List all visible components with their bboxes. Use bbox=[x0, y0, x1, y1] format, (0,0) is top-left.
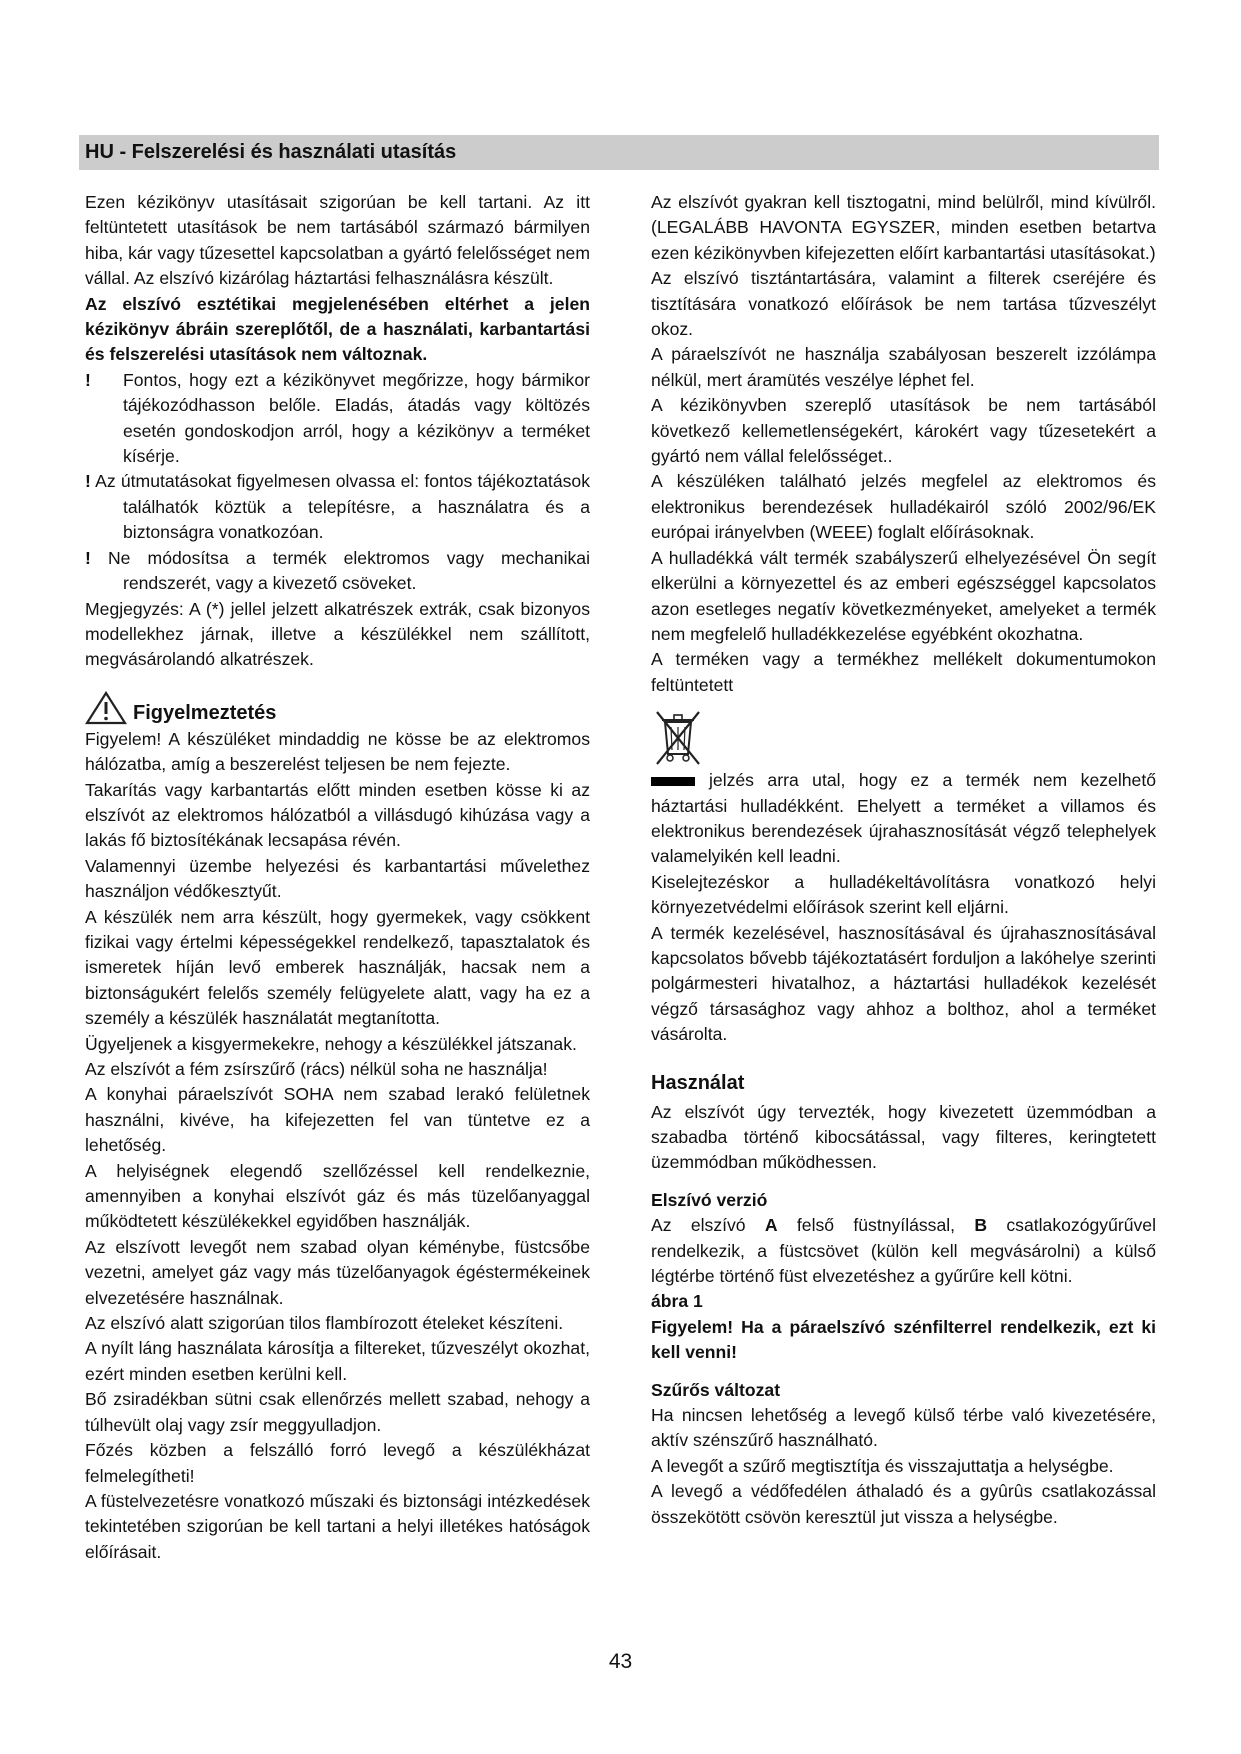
weee-paragraph: A terméken vagy a termékhez mellékelt dokumentumokon feltüntetett bbox=[651, 649, 1156, 695]
extraction-paragraph bbox=[651, 1213, 1156, 1289]
warning-item: A füstelvezetésre vonatkozó műszaki és biztonsági intézkedések tekintetében szigorúan be kell tartani a helyi illetékes hatóságok előírásait. bbox=[85, 1490, 590, 1562]
warning-item: A nyílt láng használata károsítja a filtereket, tűzveszélyt okozhat, ezért minden esetben kerülni kell. bbox=[85, 1338, 590, 1384]
extras-note: Megjegyzés: A (*) jellel jelzett alkatrészek extrák, csak bizonyos modellekhez járnak, illetve a készülékkel nem szállított, megvásárolandó alkatrészek. bbox=[85, 598, 590, 670]
warning-item: Ügyeljenek a kisgyermekekre, nehogy a készülékkel játszanak. bbox=[85, 1033, 577, 1054]
usage-paragraph: Az elszívót úgy tervezték, hogy kivezetett üzemmódban a szabadba történő kibocsátással, vagy filteres, keringtetett üzemmódban működhessen. bbox=[651, 1101, 1156, 1173]
weee-paragraph: A hulladékká vált termék szabályszerű elhelyezésével Ön segít elkerülni a környezettel és az emberi egészséggel kapcsolatos azon esetleges negatív következményeket, amelyeket a termék nem megfelelő hulladékkezelése egyébként okozhatna. bbox=[651, 547, 1156, 644]
warning-title: Figyelmeztetés bbox=[133, 701, 277, 724]
warning-heading bbox=[85, 691, 590, 725]
bold-note: Az elszívó esztétikai megjelenésében eltérhet a jelen kézikönyv ábráin szereplőtől, de a használati, karbantartási és felszerelési utasítások nem változnak. bbox=[85, 293, 590, 365]
left-column bbox=[85, 190, 590, 1565]
warning-item: Az elszívót a fém zsírszűrő (rács) nélkül soha ne használja! bbox=[85, 1059, 548, 1079]
exclamation-mark: ! bbox=[85, 471, 91, 492]
weee-paragraph bbox=[651, 768, 1156, 870]
important-note-3-text: Ne módosítsa a termék elektromos vagy mechanikai rendszerét, vagy a kivezető csöveket. bbox=[107, 547, 590, 594]
filter-paragraph: Ha nincsen lehetőség a levegő külső térbe való kivezetésére, aktív szénszűrő használható. bbox=[651, 1405, 1156, 1451]
section-title: HU - Felszerelési és használati utasítás bbox=[85, 141, 457, 163]
carbon-filter-warning: Figyelem! Ha a páraelszívó szénfilterrel rendelkezik, ezt ki kell venni! bbox=[651, 1316, 1156, 1363]
letter-a: A bbox=[764, 1215, 778, 1236]
weee-paragraph: Kiselejtezéskor a hulladékeltávolításra vonatkozó helyi környezetvédelmi előírások szerint kell eljárni. bbox=[651, 871, 1156, 918]
warning-item: A helyiségnek elegendő szellőzéssel kell rendelkeznie, amennyiben a konyhai elszívót gáz és más tüzelőanyaggal működtetett készülékekkel egyidőben használják. bbox=[85, 1160, 590, 1232]
warning-item: A konyhai páraelszívót SOHA nem szabad lerakó felületnek használni, kivéve, ha kifejezetten fel van tüntetve ez a lehetőség. bbox=[85, 1084, 590, 1156]
warning-item: Az elszívott levegőt nem szabad olyan kéménybe, füstcsőbe vezetni, amelyet gáz vagy más tüzelőanyagok égéstermékeinek elvezetésére használnak. bbox=[85, 1236, 590, 1308]
intro-paragraph: Ezen kézikönyv utasításait szigorúan be kell tartani. Az itt feltüntetett utasítások be nem tartásából származó bármilyen hiba, kár vagy tűzesettel kapcsolatban a gyártó felelősséget nem vállal. Az elszívó kizárólag háztartási felhasználásra készült. bbox=[85, 192, 590, 289]
crossed-bin-icon bbox=[651, 706, 705, 766]
warning-item: Bő zsiradékban sütni csak ellenőrzés mellett szabad, nehogy a túlhevült olaj vagy zsír meggyulladjon. bbox=[85, 1389, 590, 1435]
weee-symbol bbox=[651, 706, 1156, 768]
important-note-1 bbox=[85, 368, 590, 470]
warning-item: Figyelem! A készüléket mindaddig ne kösse be az elektromos hálózatba, amíg a beszerelést teljesen be nem fejezte. bbox=[85, 728, 590, 775]
usage-heading: Használat bbox=[651, 1071, 745, 1094]
important-note-2 bbox=[85, 469, 590, 545]
important-note-2-text: Az útmutatásokat figyelmesen olvassa el: fontos tájékoztatások találhatók köztük a telepítésre, a használatra és a biztonságra vonatkozóan. bbox=[95, 471, 590, 543]
warning-item: Takarítás vagy karbantartás előtt minden esetben kösse ki az elszívót az elektromos hálózatból a villásdugó kihúzása vagy a lakás fő biztosítékának lecsapása révén. bbox=[85, 779, 590, 851]
extraction-text: felső füstnyílással, bbox=[796, 1215, 956, 1236]
weee-paragraph: A termék kezelésével, hasznosításával és újrahasznosításával kapcsolatos bővebb tájékoztatásért forduljon a lakóhelye szerinti polgármesteri hivatalhoz, a háztartási hulladékok kezelését végző társasághoz vagy ahhoz a bolthoz, ahol a terméket vásárolta. bbox=[651, 922, 1156, 1045]
important-note-1-text: Fontos, hogy ezt a kézikönyvet megőrizze, hogy bármikor tájékozódhasson belőle. Eladás, átadás vagy költözés esetén gondoskodjon arról, hogy a kézikönyv a terméket kísérje. bbox=[123, 369, 590, 467]
section-header bbox=[79, 135, 1159, 170]
extraction-text: Az elszívó bbox=[651, 1215, 746, 1236]
extraction-text: csatlakozógyűrűvel rendelkezik, a füstcsövet (külön kell megvásárolni) a külső légtérbe történő füst elvezetéshez a gyűrűre kell kötni. bbox=[651, 1215, 1156, 1287]
filter-paragraph: A levegő a védőfedélen áthaladó és a gyûrûs csatlakozással összekötött csövön keresztül jut vissza a helységbe. bbox=[651, 1481, 1156, 1527]
weee-bar-icon bbox=[651, 777, 695, 786]
exclamation-mark: ! bbox=[85, 369, 91, 390]
weee-paragraph: A készüléken található jelzés megfelel az elektromos és elektronikus berendezések hulladékairól szóló 2002/96/EK európai irányelvben (WEEE) foglalt előírásoknak. bbox=[651, 471, 1156, 543]
important-note-3 bbox=[85, 546, 590, 597]
filter-paragraph: A levegőt a szűrő megtisztítja és visszajuttatja a helységbe. bbox=[651, 1455, 1114, 1476]
filter-heading: Szűrős változat bbox=[651, 1379, 781, 1400]
exclamation-mark: ! bbox=[85, 547, 91, 568]
extraction-heading: Elszívó verzió bbox=[651, 1189, 768, 1210]
warning-item: A készülék nem arra készült, hogy gyermekek, vagy csökkent fizikai vagy értelmi képességekkel rendelkező, tapasztalatok és ismeretek híján levő emberek használják, hacsak nem a biztonságukért felelős személy felügyelete alatt, vagy ha ez a személy a készülék használatát megtanította. bbox=[85, 906, 590, 1029]
weee-bar-text: jelzés arra utal, hogy ez a termék nem kezelhető háztartási hulladékként. Ehelyett a terméket a villamos és elektronikus berendezések újrahasznosítását végző telephelyek valamelyikén kell leadni. bbox=[651, 770, 1156, 867]
warning-triangle-icon bbox=[85, 691, 127, 725]
maintenance-paragraph: Az elszívó tisztántartására, valamint a filterek cseréjére és tisztítására vonatkozó előírások be nem tartása tűzveszélyt okoz. bbox=[651, 268, 1156, 340]
right-column bbox=[651, 190, 1156, 1530]
letter-b: B bbox=[974, 1215, 988, 1236]
warning-item: Valamennyi üzembe helyezési és karbantartási művelethez használjon védőkesztyűt. bbox=[85, 855, 590, 902]
maintenance-paragraph: Az elszívót gyakran kell tisztogatni, mind belülről, mind kívülről. (LEGALÁBB HAVONTA EGYSZER, minden esetben betartva ezen kézikönyvben kifejezetten előírt karbantartási utasításokat.) bbox=[651, 192, 1156, 263]
maintenance-paragraph: A kézikönyvben szereplő utasítások be nem tartásából következő kellemetlenségekért, károkért vagy tűzesetekért a gyártó nem vállal felelősséget.. bbox=[651, 395, 1156, 467]
page-number: 43 bbox=[608, 1650, 633, 1673]
figure-ref: ábra 1 bbox=[651, 1291, 703, 1312]
warning-item: Főzés közben a felszálló forró levegő a készülékházat felmelegítheti! bbox=[85, 1440, 590, 1486]
maintenance-paragraph: A páraelszívót ne használja szabályosan beszerelt izzólámpa nélkül, mert áramütés veszélye léphet fel. bbox=[651, 344, 1156, 390]
warning-item: Az elszívó alatt szigorúan tilos flambírozott ételeket készíteni. bbox=[85, 1313, 564, 1334]
